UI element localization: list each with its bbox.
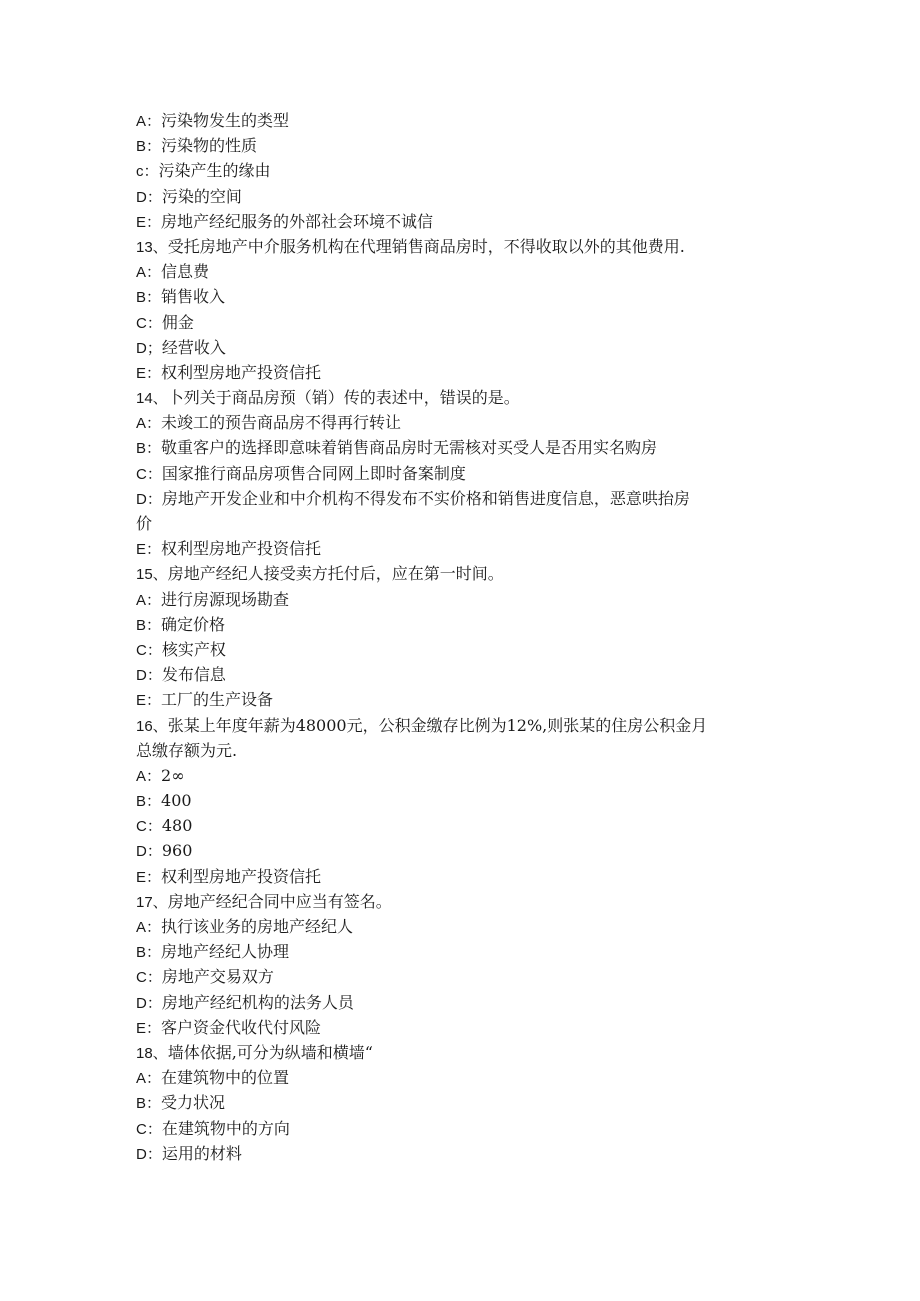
option-line <box>136 637 786 662</box>
question-text: 房地产经纪人接受卖方托付后，应在第一时间。 <box>167 564 504 584</box>
option-text: 工厂的生产设备 <box>161 690 274 710</box>
option-label: D： <box>136 490 162 508</box>
option-label: E： <box>136 364 162 382</box>
option-text: 房地产经纪人协理 <box>161 942 290 962</box>
option-text: 客户资金代收代付风险 <box>161 1017 322 1037</box>
option-text: 国家推行商品房项售合同网上即时备案制度 <box>161 463 466 483</box>
option-line <box>136 209 786 234</box>
question-line <box>136 889 786 914</box>
option-label: D； <box>136 339 162 357</box>
question-text: 墙体依据,可分为纵墙和横墙“ <box>167 1042 373 1062</box>
option-label: E： <box>136 541 162 559</box>
option-line <box>136 964 786 989</box>
continuation-text: 总缴存额为元. <box>136 740 238 760</box>
option-line <box>136 335 786 360</box>
option-text: 运用的材料 <box>161 1143 242 1163</box>
option-label: D： <box>136 994 162 1012</box>
question-number: 13、 <box>136 238 168 256</box>
option-text: 受力状况 <box>161 1093 226 1113</box>
option-text: 2∞ <box>161 765 185 785</box>
question-text: 张某上年度年薪为48000元，公积金缴存比例为12%,则张某的住房公积金月 <box>167 715 708 735</box>
option-line <box>136 612 786 637</box>
question-text: 房地产经纪合同中应当有签名。 <box>167 891 392 911</box>
option-label: E： <box>136 213 162 231</box>
option-line <box>136 108 786 133</box>
option-label: C： <box>136 641 162 659</box>
continuation-text: 价 <box>136 514 153 533</box>
option-line <box>136 587 786 612</box>
option-text: 佣金 <box>161 312 194 332</box>
option-text: 房地产开发企业和中介机构不得发布不实价格和销售进度信息，恶意哄抬房 <box>161 488 690 508</box>
option-label: B： <box>136 289 162 307</box>
option-text: 未竣工的预告商品房不得再行转让 <box>161 413 402 433</box>
option-label: E： <box>136 692 162 710</box>
question-line <box>136 1040 786 1065</box>
option-text: 污染的空间 <box>161 186 242 206</box>
option-text: 房地产经纪服务的外部社会环境不诚信 <box>161 211 434 231</box>
option-line <box>136 788 786 813</box>
option-text: 污染产生的缘由 <box>158 161 271 181</box>
option-text: 销售收入 <box>161 287 226 307</box>
option-text: 进行房源现场勘查 <box>161 589 290 609</box>
option-line <box>136 133 786 158</box>
question-number: 16、 <box>136 717 168 735</box>
question-line <box>136 234 786 259</box>
option-line <box>136 1090 786 1115</box>
option-line <box>136 838 786 863</box>
option-text: 敬重客户的选择即意味着销售商品房时无需核对买受人是否用实名购房 <box>161 438 658 458</box>
option-label: B： <box>136 944 162 962</box>
option-line <box>136 1141 786 1166</box>
option-line <box>136 536 786 561</box>
option-line <box>136 763 786 788</box>
option-label: C： <box>136 314 162 332</box>
option-line <box>136 1015 786 1040</box>
option-line <box>136 1116 786 1141</box>
option-line <box>136 662 786 687</box>
option-line <box>136 410 786 435</box>
option-label: E： <box>136 1019 162 1037</box>
option-line <box>136 284 786 309</box>
option-text: 信息费 <box>161 262 210 282</box>
continuation-line <box>136 738 786 763</box>
option-label: c： <box>136 163 159 181</box>
option-label: A： <box>136 919 162 936</box>
option-label: E： <box>136 868 162 886</box>
option-label: B： <box>136 440 162 458</box>
option-label: D： <box>136 188 162 206</box>
option-label: D： <box>136 843 162 861</box>
option-label: B： <box>136 793 162 811</box>
option-line <box>136 360 786 385</box>
option-text: 确定价格 <box>161 614 226 634</box>
option-line <box>136 813 786 838</box>
option-line <box>136 939 786 964</box>
option-line <box>136 1065 786 1090</box>
option-text: 400 <box>161 791 192 811</box>
option-text: 权利型房地产投资信托 <box>161 866 322 886</box>
option-line <box>136 486 786 511</box>
option-label: B： <box>136 1095 162 1113</box>
option-label: C： <box>136 969 162 987</box>
option-label: A： <box>136 415 162 433</box>
question-text: 受托房地产中介服务机构在代理销售商品房时，不得收取以外的其他费用. <box>167 236 685 256</box>
option-text: 发布信息 <box>161 665 226 685</box>
option-text: 房地产交易双方 <box>161 967 274 987</box>
option-label: D： <box>136 667 162 685</box>
option-line <box>136 184 786 209</box>
option-label: C： <box>136 465 162 483</box>
option-text: 权利型房地产投资信托 <box>161 362 322 382</box>
question-number: 17、 <box>136 893 168 911</box>
option-line <box>136 914 786 939</box>
option-label: A： <box>136 591 162 609</box>
option-label: A： <box>136 264 162 282</box>
option-label: A： <box>136 1070 162 1088</box>
option-line <box>136 687 786 712</box>
option-label: B： <box>136 616 162 634</box>
question-number: 18、 <box>136 1044 168 1062</box>
option-text: 核实产权 <box>161 639 226 659</box>
question-line <box>136 561 786 586</box>
option-line <box>136 461 786 486</box>
exam-text-body <box>136 108 786 1166</box>
option-text: 在建筑物中的方向 <box>161 1118 290 1138</box>
option-text: 960 <box>161 841 193 861</box>
option-line <box>136 990 786 1015</box>
option-label: A： <box>136 113 162 130</box>
option-label: B： <box>136 138 162 156</box>
question-number: 14、 <box>136 390 168 408</box>
continuation-line <box>136 511 786 536</box>
option-label: D： <box>136 1145 162 1163</box>
option-text: 480 <box>161 816 193 836</box>
question-number: 15、 <box>136 566 168 584</box>
question-line <box>136 385 786 410</box>
option-text: 污染物发生的类型 <box>161 111 290 130</box>
option-label: C： <box>136 1120 162 1138</box>
option-text: 污染物的性质 <box>161 136 258 156</box>
option-text: 房地产经纪机构的法务人员 <box>161 992 354 1012</box>
option-line <box>136 435 786 460</box>
option-text: 权利型房地产投资信托 <box>161 539 322 559</box>
option-text: 在建筑物中的位置 <box>161 1068 290 1088</box>
option-line <box>136 864 786 889</box>
option-label: C： <box>136 818 162 836</box>
question-line <box>136 713 786 738</box>
question-text: 卜列关于商品房预（销）传的表述中，错误的是。 <box>167 388 520 408</box>
option-label: A： <box>136 767 162 785</box>
option-line <box>136 158 786 183</box>
option-text: 执行该业务的房地产经纪人 <box>161 917 354 936</box>
option-text: 经营收入 <box>161 337 226 357</box>
option-line <box>136 259 786 284</box>
option-line <box>136 310 786 335</box>
